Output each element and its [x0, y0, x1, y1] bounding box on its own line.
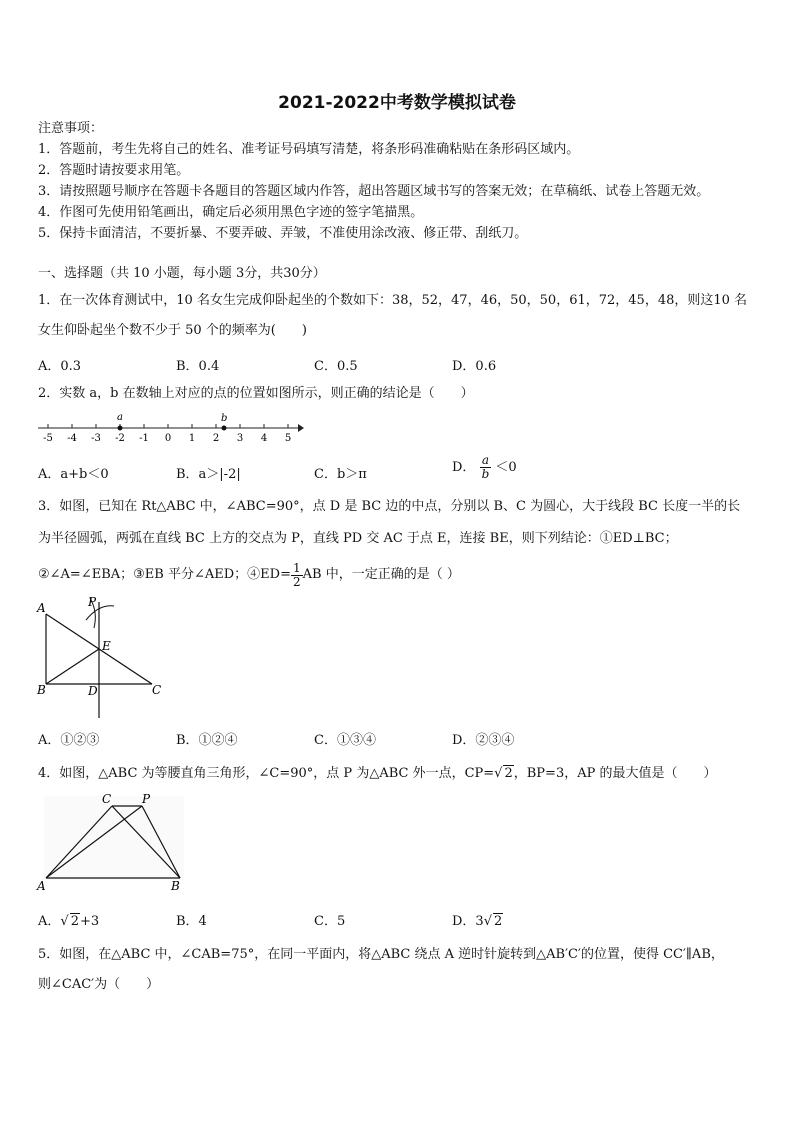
sqrt-radicand: 2 — [70, 914, 79, 929]
notice-item: 5．保持卡面清洁，不要折暴、不要弄破、弄皱，不准使用涂改液、修正带、刮纸刀。 — [38, 226, 528, 241]
q1-text-line1: 1．在一次体育测试中，10 名女生完成仰卧起坐的个数如下：38，52，47，46，50，50，61，72，45，48，则这10 名 — [38, 293, 748, 308]
vertex-b-label: B — [171, 879, 180, 893]
sqrt-radicand: 2 — [494, 914, 503, 929]
vertex-a-label: A — [37, 879, 46, 893]
fraction-one-half — [291, 562, 303, 589]
notice-item: 4．作图可先使用铅笔画出，确定后必须用黑色字迹的签字笔描黑。 — [38, 205, 424, 220]
fraction-denominator: b — [481, 467, 490, 481]
q4-text — [38, 765, 716, 782]
q4-option-d-label: D．3 — [452, 914, 484, 929]
q4-option-b: B．4 — [176, 914, 207, 929]
q4-option-d — [452, 910, 503, 929]
sqrt-symbol: √ — [483, 914, 492, 929]
point-e-label: E — [102, 639, 111, 653]
q5-text-line1: 5．如图，在△ABC 中，∠CAB=75°，在同一平面内，将△ABC 绕点 A 逆时针旋转到△AB′C′的位置，使得 CC′∥AB， — [38, 947, 724, 962]
point-b-label: b — [221, 413, 228, 424]
notice-heading: 注意事项： — [38, 121, 104, 136]
q2-text: 2．实数 a，b 在数轴上对应的点的位置如图所示，则正确的结论是（ ） — [38, 386, 474, 401]
q4-option-c: C．5 — [314, 914, 346, 929]
point-p-label: P — [142, 792, 151, 806]
q1-text-line2: 女生仰卧起坐个数不少于 50 个的频率为( ) — [38, 323, 307, 338]
q3-triangle-figure — [34, 594, 174, 722]
number-line-figure — [36, 410, 306, 446]
q4-option-a — [38, 910, 99, 929]
axis-tick-label: 2 — [212, 433, 220, 444]
sqrt-radicand: 2 — [504, 766, 513, 781]
q3-text-line2: 为半径圆弧，两弧在直线 BC 上方的交点为 P，直线 PD 交 AC 于点 E，连接 BE，则下列结论：①ED⊥BC； — [38, 531, 678, 546]
q2-option-b: B．a＞|-2| — [176, 467, 241, 482]
sqrt-symbol: √ — [60, 914, 69, 929]
vertex-c-label: C — [152, 683, 162, 697]
q3-option-a: A．①②③ — [38, 733, 100, 748]
q4-text-part2: ，BP=3，AP 的最大值是（ ） — [513, 766, 717, 781]
q1-option-a: A．0.3 — [38, 359, 82, 374]
axis-tick-label: -3 — [91, 433, 101, 444]
q4-option-a-label: A． — [38, 914, 61, 929]
q5-text-line2: 则∠CAC′为（ ） — [38, 977, 160, 992]
vertex-c-label: C — [102, 792, 112, 806]
axis-tick-label: 5 — [284, 433, 292, 444]
axis-tick-label: 1 — [188, 433, 196, 444]
axis-tick-label: 3 — [236, 433, 244, 444]
q1-option-b: B．0.4 — [176, 359, 220, 374]
q3-option-d: D．②③④ — [452, 733, 515, 748]
vertex-a-label: A — [37, 601, 46, 615]
q2-option-a: A．a+b＜0 — [38, 467, 109, 482]
q3-text-line3 — [38, 560, 460, 590]
vertex-b-label: B — [37, 683, 46, 697]
q2-option-c: C．b＞π — [314, 467, 367, 482]
sqrt-symbol: √ — [494, 766, 503, 781]
q4-option-a-rest: +3 — [79, 914, 100, 929]
point-b — [222, 426, 227, 431]
axis-tick-label: -1 — [139, 433, 149, 444]
notice-item: 3．请按照题号顺序在答题卡各题目的答题区域内作答，超出答题区域书写的答案无效；在草稿纸、试卷上答题无效。 — [38, 184, 710, 199]
notice-item: 1．答题前，考生先将自己的姓名、准考证号码填写清楚，将条形码准确粘贴在条形码区域内。 — [38, 142, 580, 157]
fraction-numerator: 1 — [292, 560, 301, 575]
axis-tick-label: -4 — [67, 433, 77, 444]
point-d-label: D — [88, 684, 98, 698]
axis-tick-label: -2 — [115, 433, 125, 444]
page-title: 2021-2022中考数学模拟试卷 — [278, 93, 516, 113]
fraction-denominator: 2 — [292, 574, 301, 589]
axis-tick-label: -5 — [43, 433, 53, 444]
q3-text-line3-part2: AB 中，一定正确的是（ ） — [302, 567, 460, 582]
axis-tick-label: 0 — [164, 433, 172, 444]
fraction-a-over-b — [480, 454, 492, 481]
point-a — [118, 426, 123, 431]
q1-option-d: D．0.6 — [452, 359, 497, 374]
section-heading: 一、选择题（共 10 小题，每小题 3分，共30分） — [38, 266, 326, 281]
q3-option-b: B．①②④ — [176, 733, 238, 748]
q3-text-line3-part1: ②∠A=∠EBA；③EB 平分∠AED；④ED= — [38, 567, 291, 582]
q4-text-part1: 4．如图，△ABC 为等腰直角三角形，∠C=90°，点 P 为△ABC 外一点，CP= — [38, 766, 495, 781]
q2-option-d — [452, 454, 517, 481]
fraction-numerator: a — [480, 454, 492, 468]
q2-option-d-label: D． — [452, 460, 476, 475]
point-p-label: P — [88, 595, 97, 609]
q1-option-c: C．0.5 — [314, 359, 358, 374]
q4-triangle-figure — [34, 792, 189, 896]
axis-tick-label: 4 — [260, 433, 268, 444]
q3-option-c: C．①③④ — [314, 733, 376, 748]
notice-item: 2．答题时请按要求用笔。 — [38, 163, 190, 178]
point-a-label: a — [117, 412, 123, 423]
q3-text-line1: 3．如图，已知在 Rt△ABC 中，∠ABC=90°，点 D 是 BC 边的中点，分别以 B、C 为圆心，大于线段 BC 长度一半的长 — [38, 499, 741, 514]
q2-option-d-rest: ＜0 — [495, 460, 517, 475]
